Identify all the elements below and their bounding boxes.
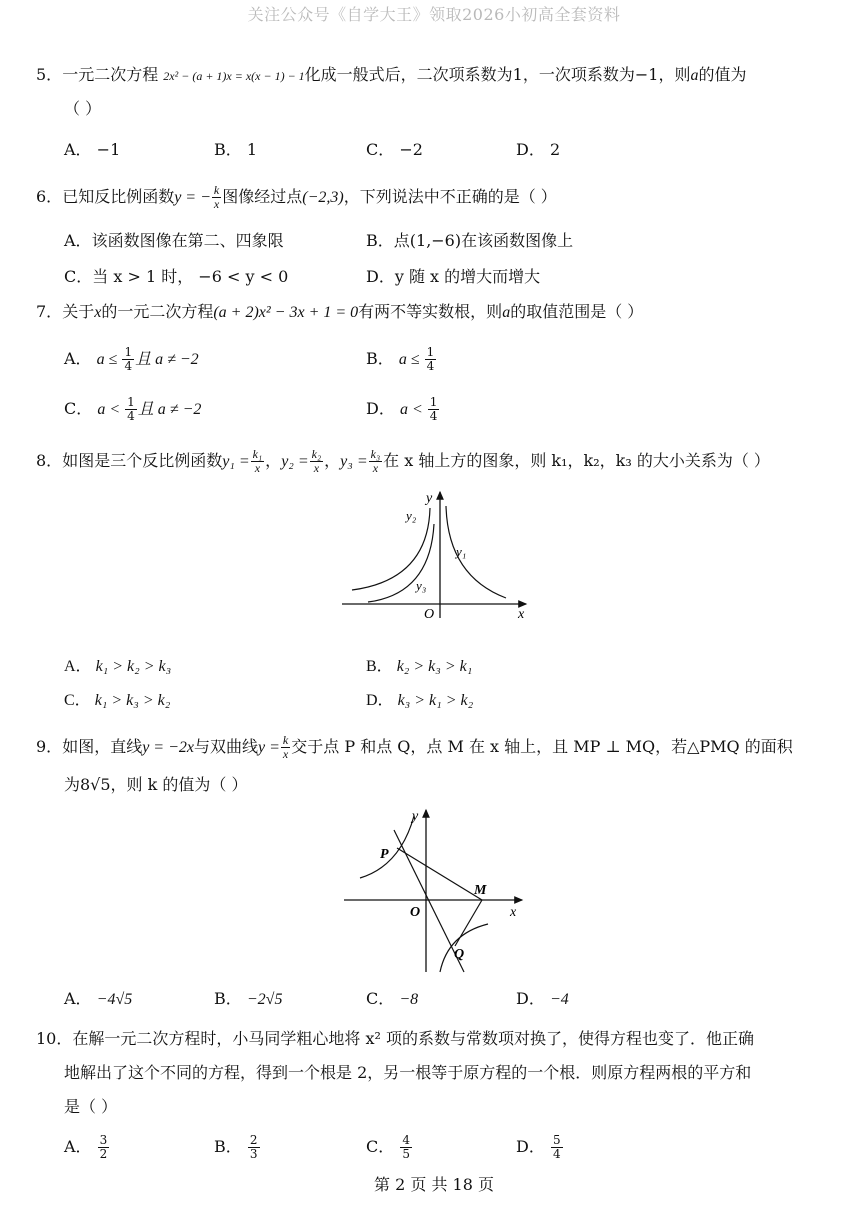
question-10-line2: 地解出了这个不同的方程，得到一个根是 2，另一根等于原方程的一个根．则原方程两根的平方和 bbox=[64, 1063, 752, 1082]
point-m: M bbox=[474, 883, 487, 898]
q7-option-d[interactable]: D． a < $\frac{1}{4}$ bbox=[366, 395, 438, 423]
q5-option-c[interactable]: C． −2 bbox=[366, 140, 423, 159]
question-5 bbox=[36, 64, 816, 87]
q9-option-b[interactable]: B． −2√5 bbox=[214, 989, 283, 1008]
question-9-line2: 为8√5，则 k 的值为（ ） bbox=[64, 775, 248, 794]
q8-option-c[interactable]: C． k₁ > k₃ > k₂ bbox=[64, 692, 171, 709]
question-10: 10．在解一元二次方程时，小马同学粗心地将 x² 项的系数与常数项对换了，使得方程也变了．他正确 bbox=[36, 1029, 754, 1048]
q5-option-a[interactable]: A． −1 bbox=[64, 140, 121, 159]
question-7: 7．关于x的一元二次方程(a + 2)x² − 3x + 1 = 0有两不等实数根，则a的取值范围是（ ） bbox=[36, 302, 644, 321]
segment-pm bbox=[397, 848, 482, 900]
q8-option-b[interactable]: B． k₂ > k₃ > k₁ bbox=[366, 658, 473, 675]
watermark: 关注公众号《自学大王》领取2026小初高全套资料 bbox=[247, 5, 621, 24]
q5-option-b[interactable]: B． 1 bbox=[214, 140, 258, 159]
x-label: x bbox=[510, 905, 517, 920]
point-p: P bbox=[380, 847, 389, 862]
q7-option-b[interactable]: B． a ≤ $\frac{1}{4}$ bbox=[366, 345, 435, 373]
q6-option-b[interactable]: B．点(1,−6)在该函数图像上 bbox=[366, 231, 574, 250]
question-10-line3: 是（ ） bbox=[64, 1097, 118, 1116]
q6-option-c[interactable]: C．当 x > 1 时， −6 < y < 0 bbox=[64, 267, 289, 286]
q9-graph bbox=[340, 806, 530, 976]
question-6: 6．已知反比例函数y = − $\frac{k}{x}$ 图像经过点(−2,3)，下列说法中不正确的是（ ） bbox=[36, 183, 557, 211]
q10-option-d[interactable]: D． $\frac{5}{4}$ bbox=[516, 1133, 561, 1161]
q5-var: a bbox=[690, 67, 699, 84]
page-footer: 第 2 页 共 18 页 bbox=[374, 1175, 494, 1194]
question-8: 8．如图是三个反比例函数y₁ = $\frac{\text{k₁}}{x}$ ，y₂ = $\frac{\text{k₂}}{x}$ ，y₃ = $\frac{\text{k₃}}{x}$ 在 x 轴上方的图象，则 k₁，k₂，k₃ 的大小关系为（ ） bbox=[36, 447, 770, 475]
q8-option-d[interactable]: D． k₃ > k₁ > k₂ bbox=[366, 692, 474, 709]
curve-y1 bbox=[446, 506, 506, 598]
q5-pre: 一元二次方程 bbox=[62, 65, 159, 84]
q9-option-c[interactable]: C． −8 bbox=[366, 989, 419, 1008]
q5-post: 化成一般式后，二次项系数为1，一次项系数为−1，则 bbox=[304, 65, 691, 84]
q8-graph bbox=[330, 486, 540, 621]
q10-option-a[interactable]: A． $\frac{3}{2}$ bbox=[64, 1133, 108, 1161]
q5-option-d[interactable]: D． 2 bbox=[516, 140, 561, 159]
q10-option-b[interactable]: B． $\frac{2}{3}$ bbox=[214, 1133, 258, 1161]
q9-option-d[interactable]: D． −4 bbox=[516, 989, 569, 1008]
label-y2: y₂ bbox=[406, 508, 417, 523]
q6-lhs: y = − bbox=[174, 189, 211, 206]
point-q: Q bbox=[454, 947, 465, 962]
q6-option-d[interactable]: D．y 随 x 的增大而增大 bbox=[366, 267, 541, 286]
q5-paren: （ ） bbox=[64, 99, 102, 118]
label-y3: y₃ bbox=[416, 578, 427, 593]
q9-option-a[interactable]: A． −4√5 bbox=[64, 989, 133, 1008]
q5-number: 5． bbox=[36, 65, 63, 84]
q7-option-c[interactable]: C． a < $\frac{1}{4}$ 且 a ≠ −2 bbox=[64, 395, 202, 423]
y-label: y bbox=[426, 491, 433, 506]
q8-option-a[interactable]: A． k₁ > k₂ > k₃ bbox=[64, 658, 172, 675]
y-label: y bbox=[412, 809, 419, 824]
question-9: 9．如图，直线y = −2x与双曲线y = $\frac{k}{x}$ 交于点 P 和点 Q，点 M 在 x 轴上，且 MP ⊥ MQ，若△PMQ 的面积 bbox=[36, 733, 793, 761]
q10-option-c[interactable]: C． $\frac{4}{5}$ bbox=[366, 1133, 410, 1161]
q7-option-a[interactable]: A． a ≤ $\frac{1}{4}$ 且 a ≠ −2 bbox=[64, 345, 199, 373]
label-y1: y₁ bbox=[456, 544, 467, 559]
origin-label: O bbox=[410, 905, 421, 920]
q6-option-a[interactable]: A．该函数图像在第二、四象限 bbox=[64, 231, 284, 250]
origin-label: O bbox=[424, 607, 435, 621]
segment-qm bbox=[455, 900, 482, 946]
q5-equation: 2x² − (a + 1)x = x(x − 1) − 1 bbox=[163, 69, 305, 83]
q5-end: 的值为 bbox=[698, 65, 747, 84]
x-label: x bbox=[518, 607, 525, 621]
